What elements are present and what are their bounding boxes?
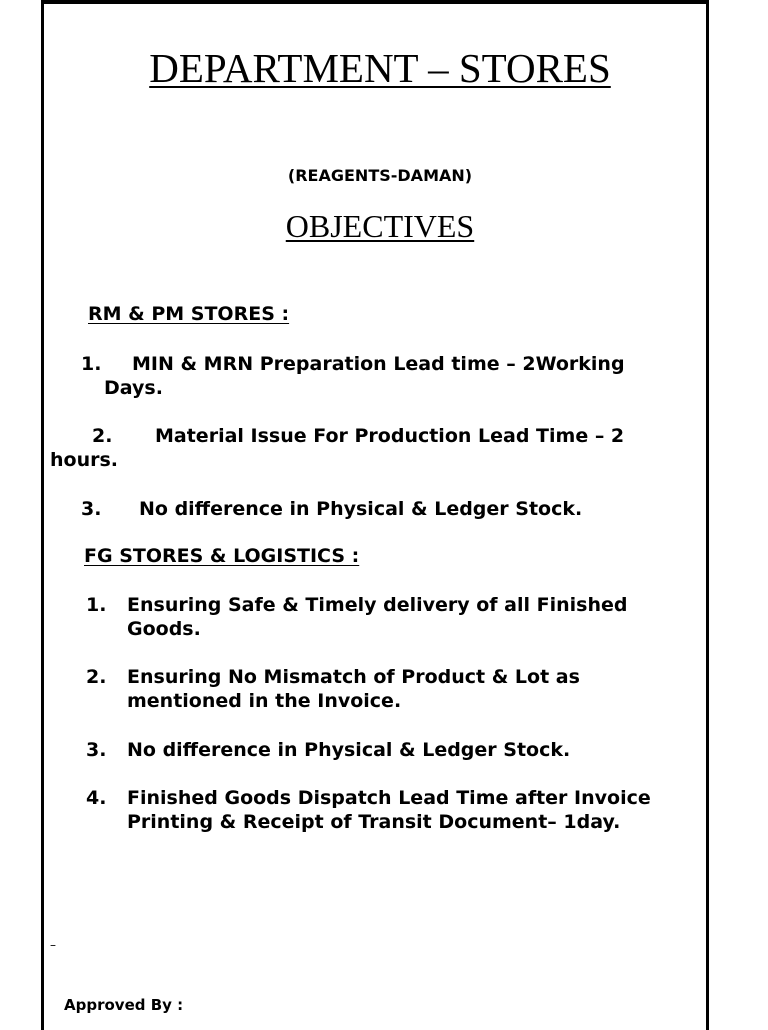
- fg-item-1-text: Ensuring Safe & Timely delivery of all Finished Goods.: [127, 594, 628, 640]
- objectives-heading: OBJECTIVES: [285, 208, 475, 244]
- rm-pm-item-3-text: No difference in Physical & Ledger Stock.: [139, 498, 583, 520]
- rm-pm-item-2-text: Material Issue For Production Lead Time – 2: [155, 425, 625, 447]
- fg-item-3-number: 3.: [86, 739, 107, 761]
- fg-stores-heading: FG STORES & LOGISTICS :: [84, 545, 360, 567]
- fg-item-4-text: Finished Goods Dispatch Lead Time after Invoice Printing & Receipt of Transit Document– 1day.: [127, 787, 651, 833]
- fg-item-3-text: No difference in Physical & Ledger Stock.: [127, 739, 571, 761]
- rm-pm-item-1-text-cont: Days.: [104, 377, 163, 399]
- fg-item-2-number: 2.: [86, 666, 107, 688]
- rm-pm-item-2-number: 2.: [92, 425, 113, 447]
- stray-dash: –: [50, 938, 56, 952]
- fg-item-2-text: Ensuring No Mismatch of Product & Lot as mentioned in the Invoice.: [127, 666, 580, 712]
- rm-pm-item-3-number: 3.: [81, 498, 102, 520]
- page-title: DEPARTMENT – STORES: [149, 45, 611, 91]
- rm-pm-item-1-number: 1.: [81, 353, 102, 375]
- rm-pm-item-2-text-cont: hours.: [50, 449, 119, 471]
- page-subtitle: (REAGENTS-DAMAN): [287, 166, 473, 185]
- rm-pm-item-1-text: MIN & MRN Preparation Lead time – 2Working: [132, 353, 625, 375]
- fg-item-1-number: 1.: [86, 594, 107, 616]
- rm-pm-stores-heading: RM & PM STORES :: [88, 303, 290, 325]
- approved-by-label: Approved By :: [64, 996, 184, 1014]
- fg-item-4-number: 4.: [86, 787, 107, 809]
